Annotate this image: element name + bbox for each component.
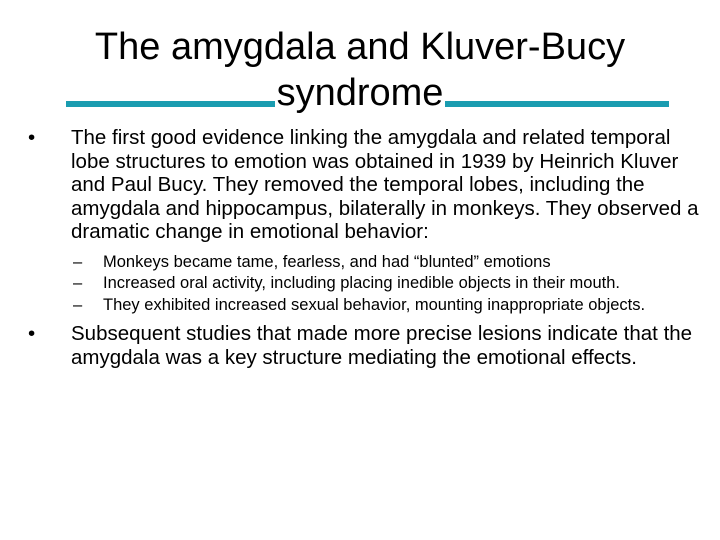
dash-marker: – <box>73 252 83 271</box>
bullet-text: Subsequent studies that made more precise lesions indicate that the amygdala was a key structure mediating the emotional effects. <box>71 322 693 369</box>
dash-marker: – <box>73 274 83 292</box>
sub-bullet-item-3 <box>71 296 700 315</box>
sub-bullet-list <box>71 253 700 315</box>
bullet-list <box>28 126 700 375</box>
sub-bullet-text: Monkeys became tame, fearless, and had “blunted” emotions <box>103 252 551 271</box>
title-line-2: syndrome <box>276 72 444 114</box>
bullet-marker: • <box>28 126 36 149</box>
bullet-item-1 <box>28 126 700 314</box>
bullet-marker: • <box>28 322 36 345</box>
sub-bullet-item-1 <box>71 253 700 272</box>
slide-title <box>60 24 660 116</box>
dash-marker: – <box>73 295 83 314</box>
bullet-text: The first good evidence linking the amygdala and related temporal lobe structures to emotion was obtained in 1939 by Heinrich Kluver and Paul Bucy. They removed the temporal lobes, including the amygdala and hippocampus, bilaterally in monkeys. They observed a dramatic change in emotional behavior: <box>71 126 699 243</box>
sub-bullet-text: Increased oral activity, including placing inedible objects in their mouth. <box>103 274 620 292</box>
sub-bullet-item-2 <box>71 274 700 293</box>
bullet-item-2 <box>28 322 700 369</box>
sub-bullet-text: They exhibited increased sexual behavior, mounting inappropriate objects. <box>103 295 646 314</box>
title-line-1: The amygdala and Kluver-Bucy <box>94 26 626 68</box>
